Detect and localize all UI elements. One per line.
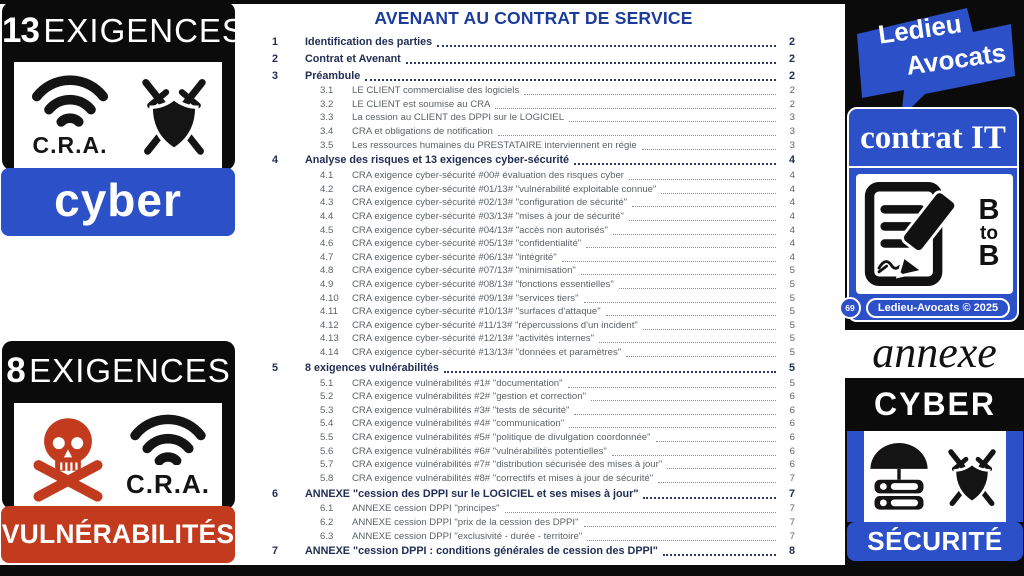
toc-entry-label: Analyse des risques et 13 exigences cyber-sécurité xyxy=(305,154,570,167)
wifi-icon xyxy=(26,72,114,128)
toc-leader-dots xyxy=(569,419,776,428)
toc-entry-page: 7 xyxy=(789,472,795,484)
toc-entry[interactable] xyxy=(272,237,795,251)
toc-entry-page: 5 xyxy=(789,306,795,318)
toc-entry-label: CRA exigence vulnérabilités #7# "distribution sécurisée des mises à jour" xyxy=(352,459,663,471)
copyright-pill: Ledieu-Avocats © 2025 xyxy=(866,298,1010,318)
toc-entry-label: CRA exigence cyber-sécurité #00# évaluation des risques cyber xyxy=(352,170,624,182)
securite-band: SÉCURITÉ xyxy=(847,522,1023,561)
toc-leader-dots xyxy=(584,518,777,527)
cyber-band-right: CYBER xyxy=(847,378,1023,431)
toc-entry-number: 4.1 xyxy=(320,170,334,182)
toc-entry-label: CRA exigence cyber-sécurité #13/13# "données et paramètres" xyxy=(352,346,622,358)
toc-leader-dots xyxy=(591,392,776,401)
toc-entry-page: 3 xyxy=(789,139,795,151)
toc-entry-label: 8 exigences vulnérabilités xyxy=(305,361,439,374)
toc-entry-page: 4 xyxy=(789,170,795,182)
toc-leader-dots xyxy=(524,86,776,95)
toc-leader-dots xyxy=(574,155,776,165)
toc-leader-dots xyxy=(613,226,776,235)
umbrella-server-icon xyxy=(865,439,933,515)
toc-entry-label: CRA exigence cyber-sécurité #11/13# "répercussions d'un incident" xyxy=(352,319,638,331)
toc-entry-number: 4.3 xyxy=(320,197,334,209)
toc-entry-label: Préambule xyxy=(305,69,361,82)
toc-entry-number: 6 xyxy=(272,487,279,500)
toc-entry[interactable] xyxy=(272,251,795,265)
toc-leader-dots xyxy=(562,253,776,262)
toc-leader-dots xyxy=(498,127,776,136)
toc-entry-number: 5.7 xyxy=(320,459,334,471)
toc-entry-number: 4.8 xyxy=(320,265,334,277)
toc-entry-number: 4.11 xyxy=(320,306,338,318)
security-icons-panel xyxy=(847,431,1023,522)
toc-entry-label: CRA exigence cyber-sécurité #10/13# "surfaces d'attaque" xyxy=(352,306,601,318)
toc-entry[interactable] xyxy=(272,444,795,458)
toc-leader-dots xyxy=(663,546,776,556)
toc-entry-number: 5.4 xyxy=(320,418,334,430)
toc-leader-dots xyxy=(643,321,776,330)
toc-entry-label: ANNEXE cession DPPI "principes" xyxy=(352,503,500,515)
toc-entry-page: 2 xyxy=(788,52,795,65)
toc-entry[interactable] xyxy=(272,84,795,98)
toc-entry-number: 5.1 xyxy=(320,377,334,389)
toc-entry[interactable] xyxy=(272,264,795,278)
toc-entry[interactable] xyxy=(272,67,795,84)
toc-entry-page: 6 xyxy=(789,391,795,403)
toc-leader-dots xyxy=(437,37,776,47)
toc-entry-label: Contrat et Avenant xyxy=(305,52,401,65)
page-title: AVENANT AU CONTRAT DE SERVICE xyxy=(374,8,693,28)
toc-entry-number: 5.6 xyxy=(320,445,334,457)
toc-leader-dots xyxy=(667,460,776,469)
toc-entry-number: 3 xyxy=(272,69,279,82)
toc-entry-page: 6 xyxy=(789,418,795,430)
toc-entry-page: 4 xyxy=(789,238,795,250)
toc-entry-page: 7 xyxy=(789,516,795,528)
toc-entry-number: 5.8 xyxy=(320,472,334,484)
toc-entry-label: CRA exigence cyber-sécurité #01/13# "vulnérabilité exploitable connue" xyxy=(352,183,657,195)
toc-leader-dots xyxy=(612,447,776,456)
toc-entry-number: 3.3 xyxy=(320,112,334,124)
toc-entry[interactable] xyxy=(272,183,795,197)
toc-entry[interactable] xyxy=(272,543,795,560)
toc-leader-dots xyxy=(406,54,776,64)
toc-entry[interactable] xyxy=(272,111,795,125)
toc-entry-number: 5.2 xyxy=(320,391,334,403)
toc-entry-number: 1 xyxy=(272,35,279,48)
toc-leader-dots xyxy=(569,113,776,122)
toc-entry-label: Les ressources humaines du PRESTATAIRE interviennent en régie xyxy=(352,139,637,151)
toc-entry-page: 8 xyxy=(788,545,795,558)
toc-entry[interactable] xyxy=(272,346,795,360)
badge-13-icon-panel xyxy=(14,62,222,170)
toc-entry[interactable] xyxy=(272,152,795,169)
toc-entry[interactable] xyxy=(272,431,795,445)
vulnerabilites-band: VULNÉRABILITÉS xyxy=(1,506,235,563)
toc-entry-page: 5 xyxy=(789,265,795,277)
toc-entry[interactable] xyxy=(272,332,795,346)
toc-entry[interactable] xyxy=(272,169,795,183)
toc-leader-dots xyxy=(505,504,776,513)
toc-entry-number: 7 xyxy=(272,545,279,558)
toc-entry-label: CRA exigence cyber-sécurité #07/13# "minimisation" xyxy=(352,265,576,277)
toc-entry-label: CRA exigence cyber-sécurité #03/13# "mises à jour de sécurité" xyxy=(352,211,624,223)
toc-entry-page: 7 xyxy=(789,530,795,542)
toc-entry-number: 4.2 xyxy=(320,183,334,195)
cra-label: C.R.A. xyxy=(126,469,210,499)
toc-entry[interactable] xyxy=(272,305,795,319)
toc-entry-page: 3 xyxy=(789,112,795,124)
toc-entry-page: 2 xyxy=(788,35,795,48)
toc-entry[interactable] xyxy=(272,390,795,404)
toc-leader-dots xyxy=(568,379,776,388)
toc-entry-number: 5.5 xyxy=(320,431,334,443)
toc-entry-page: 6 xyxy=(789,404,795,416)
slide-number-badge: 69 xyxy=(839,297,861,319)
toc-leader-dots xyxy=(587,532,776,541)
toc-entry[interactable] xyxy=(272,319,795,333)
toc-leader-dots xyxy=(365,71,776,81)
toc-entry[interactable] xyxy=(272,98,795,112)
toc-entry-page: 5 xyxy=(789,333,795,345)
toc-entry-label: CRA exigence cyber-sécurité #05/13# "confidentialité" xyxy=(352,238,582,250)
toc-entry-page: 6 xyxy=(789,445,795,457)
toc-leader-dots xyxy=(495,100,776,109)
toc-entry-label: CRA exigence vulnérabilités #4# "communication" xyxy=(352,418,565,430)
toc-entry-number: 4.12 xyxy=(320,319,339,331)
toc-entry-page: 6 xyxy=(789,431,795,443)
toc-entry-label: ANNEXE cession DPPI "exclusivité - durée - territoire" xyxy=(352,530,583,542)
toc-entry[interactable] xyxy=(272,291,795,305)
toc-entry-page: 7 xyxy=(788,487,795,500)
toc-entry-number: 6.1 xyxy=(320,503,334,515)
toc-entry-label: ANNEXE cession DPPI "prix de la cession des DPPI" xyxy=(352,516,579,528)
toc-entry[interactable] xyxy=(272,33,795,50)
toc-leader-dots xyxy=(606,307,776,316)
toc-entry-number: 4.10 xyxy=(320,292,339,304)
toc-entry-page: 4 xyxy=(789,251,795,263)
toc-entry-label: CRA exigence vulnérabilités #2# "gestion et correction" xyxy=(352,391,586,403)
toc-entry[interactable] xyxy=(272,403,795,417)
toc-entry-page: 5 xyxy=(789,319,795,331)
toc-entry-label: CRA exigence vulnérabilités #6# "vulnérabilités potentielles" xyxy=(352,445,607,457)
toc-entry-number: 3.5 xyxy=(320,139,334,151)
badge-13-exigences xyxy=(2,2,245,226)
toc-entry[interactable] xyxy=(272,196,795,210)
b2b-panel xyxy=(856,174,1013,294)
toc-entry-number: 3.2 xyxy=(320,98,334,110)
badge-8-exigences xyxy=(1,341,235,549)
table-of-contents xyxy=(272,33,795,560)
toc-entry-label: CRA exigence cyber-sécurité #09/13# "services tiers" xyxy=(352,292,579,304)
toc-leader-dots xyxy=(656,433,776,442)
toc-entry-page: 7 xyxy=(789,503,795,515)
toc-entry-number: 4.7 xyxy=(320,251,334,263)
toc-entry-label: La cession au CLIENT des DPPI sur le LOGICIEL xyxy=(352,112,565,124)
toc-entry-number: 3.1 xyxy=(320,85,334,97)
toc-entry-page: 2 xyxy=(789,98,795,110)
toc-entry[interactable] xyxy=(272,516,795,530)
toc-entry-label: CRA et obligations de notification xyxy=(352,126,493,138)
toc-entry[interactable] xyxy=(272,50,795,67)
toc-entry-page: 6 xyxy=(789,459,795,471)
toc-entry-number: 4 xyxy=(272,154,279,167)
toc-entry-label: CRA exigence cyber-sécurité #02/13# "configuration de sécurité" xyxy=(352,197,628,209)
badge-8-icon-panel xyxy=(14,403,222,508)
toc-entry-page: 4 xyxy=(789,183,795,195)
toc-leader-dots xyxy=(619,280,776,289)
toc-entry-label: ANNEXE "cession des DPPI sur le LOGICIEL et ses mises à jour" xyxy=(305,487,639,500)
toc-entry-number: 5 xyxy=(272,361,279,374)
toc-entry-label: CRA exigence vulnérabilités #3# "tests de sécurité" xyxy=(352,404,570,416)
toc-entry-number: 2 xyxy=(272,52,279,65)
contrat-it-label: contrat IT xyxy=(849,109,1017,168)
toc-entry-page: 5 xyxy=(789,279,795,291)
toc-entry-number: 6.2 xyxy=(320,516,334,528)
toc-entry[interactable] xyxy=(272,502,795,516)
badge-8-exigences-title: 8 EXIGENCES xyxy=(6,351,231,390)
toc-entry-page: 2 xyxy=(788,69,795,82)
toc-entry-number: 4.5 xyxy=(320,224,334,236)
toc-entry-page: 4 xyxy=(789,224,795,236)
toc-entry-label: CRA exigence cyber-sécurité #04/13# "accès non autorisés" xyxy=(352,224,608,236)
skull-crossbones-icon xyxy=(22,409,114,503)
toc-entry-page: 2 xyxy=(789,85,795,97)
crossed-swords-shield-icon xyxy=(939,439,1005,515)
toc-entry-label: CRA exigence vulnérabilités #8# "correctifs et mises à jour de sécurité" xyxy=(352,472,654,484)
toc-entry-number: 4.9 xyxy=(320,279,334,291)
toc-leader-dots xyxy=(574,406,776,415)
toc-leader-dots xyxy=(444,363,776,373)
toc-entry[interactable] xyxy=(272,359,795,376)
toc-entry[interactable] xyxy=(272,471,795,485)
toc-entry-number: 4.14 xyxy=(320,346,339,358)
toc-entry-page: 4 xyxy=(789,197,795,209)
toc-entry-label: CRA exigence cyber-sécurité #06/13# "intégrité" xyxy=(352,251,557,263)
wifi-icon xyxy=(122,413,214,465)
toc-entry-label: Identification des parties xyxy=(305,35,433,48)
toc-entry[interactable] xyxy=(272,458,795,472)
crossed-swords-shield-icon xyxy=(130,66,218,166)
toc-entry-label: CRA exigence vulnérabilités #5# "politique de divulgation coordonnée" xyxy=(352,431,651,443)
toc-entry-number: 6.3 xyxy=(320,530,334,542)
toc-leader-dots xyxy=(643,489,776,499)
toc-entry-page: 3 xyxy=(789,126,795,138)
toc-leader-dots xyxy=(586,239,776,248)
toc-entry-label: CRA exigence vulnérabilités #1# "documentation" xyxy=(352,377,563,389)
toc-entry-label: ANNEXE "cession DPPI : conditions générales de cession des DPPI" xyxy=(305,545,658,558)
toc-entry-number: 5.3 xyxy=(320,404,334,416)
toc-entry[interactable] xyxy=(272,529,795,543)
b2b-label: B to B xyxy=(978,194,1000,273)
toc-entry-label: LE CLIENT commercialise des logiciels xyxy=(352,85,520,97)
toc-entry-page: 5 xyxy=(789,346,795,358)
cyber-band: cyber xyxy=(1,168,235,236)
toc-entry-page: 4 xyxy=(789,211,795,223)
toc-entry-label: LE CLIENT est soumise au CRA xyxy=(352,98,491,110)
annexe-label: annexe xyxy=(845,330,1024,378)
toc-entry-page: 5 xyxy=(789,292,795,304)
toc-entry-number: 3.4 xyxy=(320,126,334,138)
toc-leader-dots xyxy=(658,474,776,483)
logo-line1: Ledieu xyxy=(876,8,964,50)
toc-entry[interactable] xyxy=(272,485,795,502)
toc-entry-page: 4 xyxy=(788,154,795,167)
toc-leader-dots xyxy=(599,334,776,343)
toc-entry[interactable] xyxy=(272,417,795,431)
toc-entry-page: 5 xyxy=(788,361,795,374)
toc-entry-number: 4.4 xyxy=(320,211,334,223)
toc-entry-page: 5 xyxy=(789,377,795,389)
toc-leader-dots xyxy=(584,294,776,303)
toc-entry[interactable] xyxy=(272,278,795,292)
toc-leader-dots xyxy=(581,266,776,275)
toc-leader-dots xyxy=(629,212,776,221)
toc-entry[interactable] xyxy=(272,376,795,390)
toc-entry-label: CRA exigence cyber-sécurité #08/13# "fonctions essentielles" xyxy=(352,279,614,291)
document-pencil-icon xyxy=(862,180,966,288)
toc-leader-dots xyxy=(661,185,776,194)
toc-entry-number: 4.6 xyxy=(320,238,334,250)
toc-leader-dots xyxy=(632,198,776,207)
badge-13-exigences-title: 13 EXIGENCES xyxy=(2,11,245,50)
toc-entry[interactable] xyxy=(272,223,795,237)
toc-entry[interactable] xyxy=(272,125,795,139)
logo-line2: Avocats xyxy=(904,37,1008,81)
cra-label: C.R.A. xyxy=(32,132,108,158)
toc-leader-dots xyxy=(626,348,776,357)
toc-entry-label: CRA exigence cyber-sécurité #12/13# "activités internes" xyxy=(352,333,594,345)
toc-entry[interactable] xyxy=(272,210,795,224)
toc-entry-number: 4.13 xyxy=(320,333,339,345)
toc-entry[interactable] xyxy=(272,138,795,152)
toc-leader-dots xyxy=(629,171,776,180)
toc-leader-dots xyxy=(642,141,776,150)
